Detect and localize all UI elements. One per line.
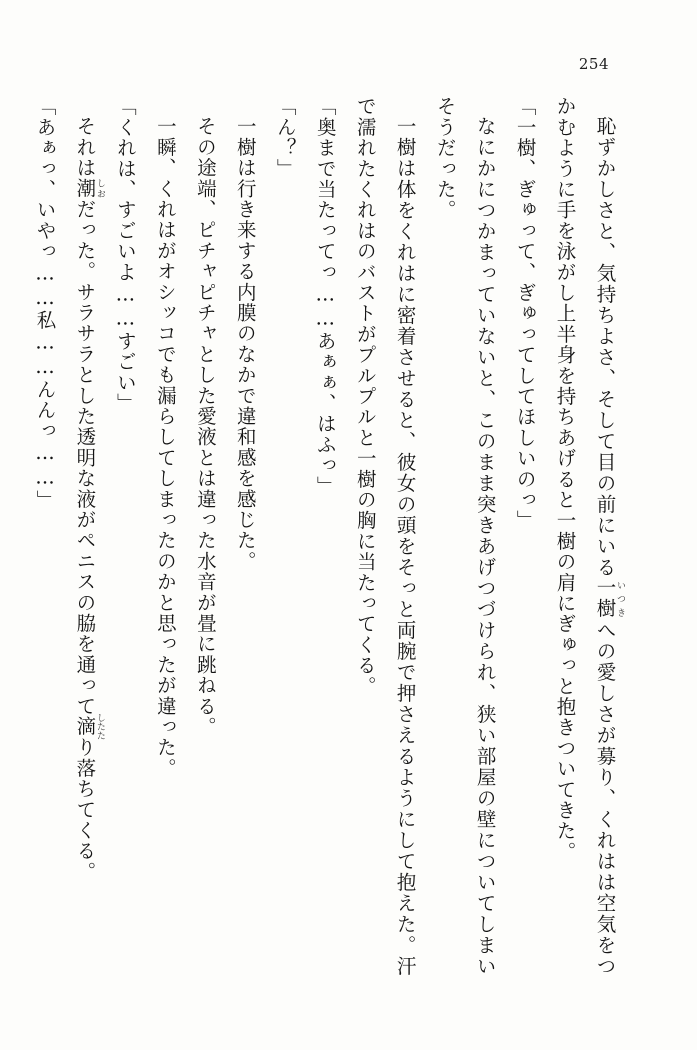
page-number: 254 (578, 55, 609, 73)
paragraph: なにかにつかまっていないと、このまま突きあげつづけられ、狭い部屋の壁についてしまいそうだった。 (433, 96, 497, 976)
paragraph: その途端、ピチャピチャとした愛液とは違った水音が畳に跳ねる。 (193, 115, 217, 737)
ruby-shio: 潮しお (73, 177, 105, 199)
paragraph: 一樹は体をくれはに密着させると、彼女の頭をそっと両腕で押さえるようにして抱えた。汗で濡れたくれはのバストがプルプルと一樹の胸に当たってくる。 (353, 96, 417, 976)
paragraph: 「奥まで当たってっ……あぁぁ、はふっ」 (313, 96, 337, 497)
page-body-text (33, 96, 625, 977)
paragraph: 一瞬、くれはがオシッコでも漏らしてしまったのかと思ったが違った。 (153, 115, 177, 778)
ruby-shitata: 滴したた (73, 712, 105, 740)
paragraph: それは潮しおだった。サラサラとした透明な液がペニスの脇を通って滴したたり落ちてくる。 (73, 115, 105, 882)
paragraph: 「あぁっ、いやっ……私……んんっ……」 (33, 96, 57, 511)
paragraph: 恥ずかしさと、気持ちよさ、そして目の前にいる一樹いつきへの愛しさが募り、くれはは空気をつかむように手を泳がし上半身を持ちあげると一樹の肩にぎゅっと抱きついてきた。 (553, 96, 625, 977)
paragraph: 「くれは、すごいよ……すごい」 (113, 96, 137, 414)
paragraph: 「一樹、ぎゅって、ぎゅってしてほしいのっ」 (513, 96, 537, 531)
ruby-ittsuki: 一樹いつき (593, 577, 625, 620)
paragraph: 「ん？」 (273, 96, 297, 179)
paragraph: 一樹は行き来する内膜のなかで違和感を感じた。 (233, 115, 257, 571)
